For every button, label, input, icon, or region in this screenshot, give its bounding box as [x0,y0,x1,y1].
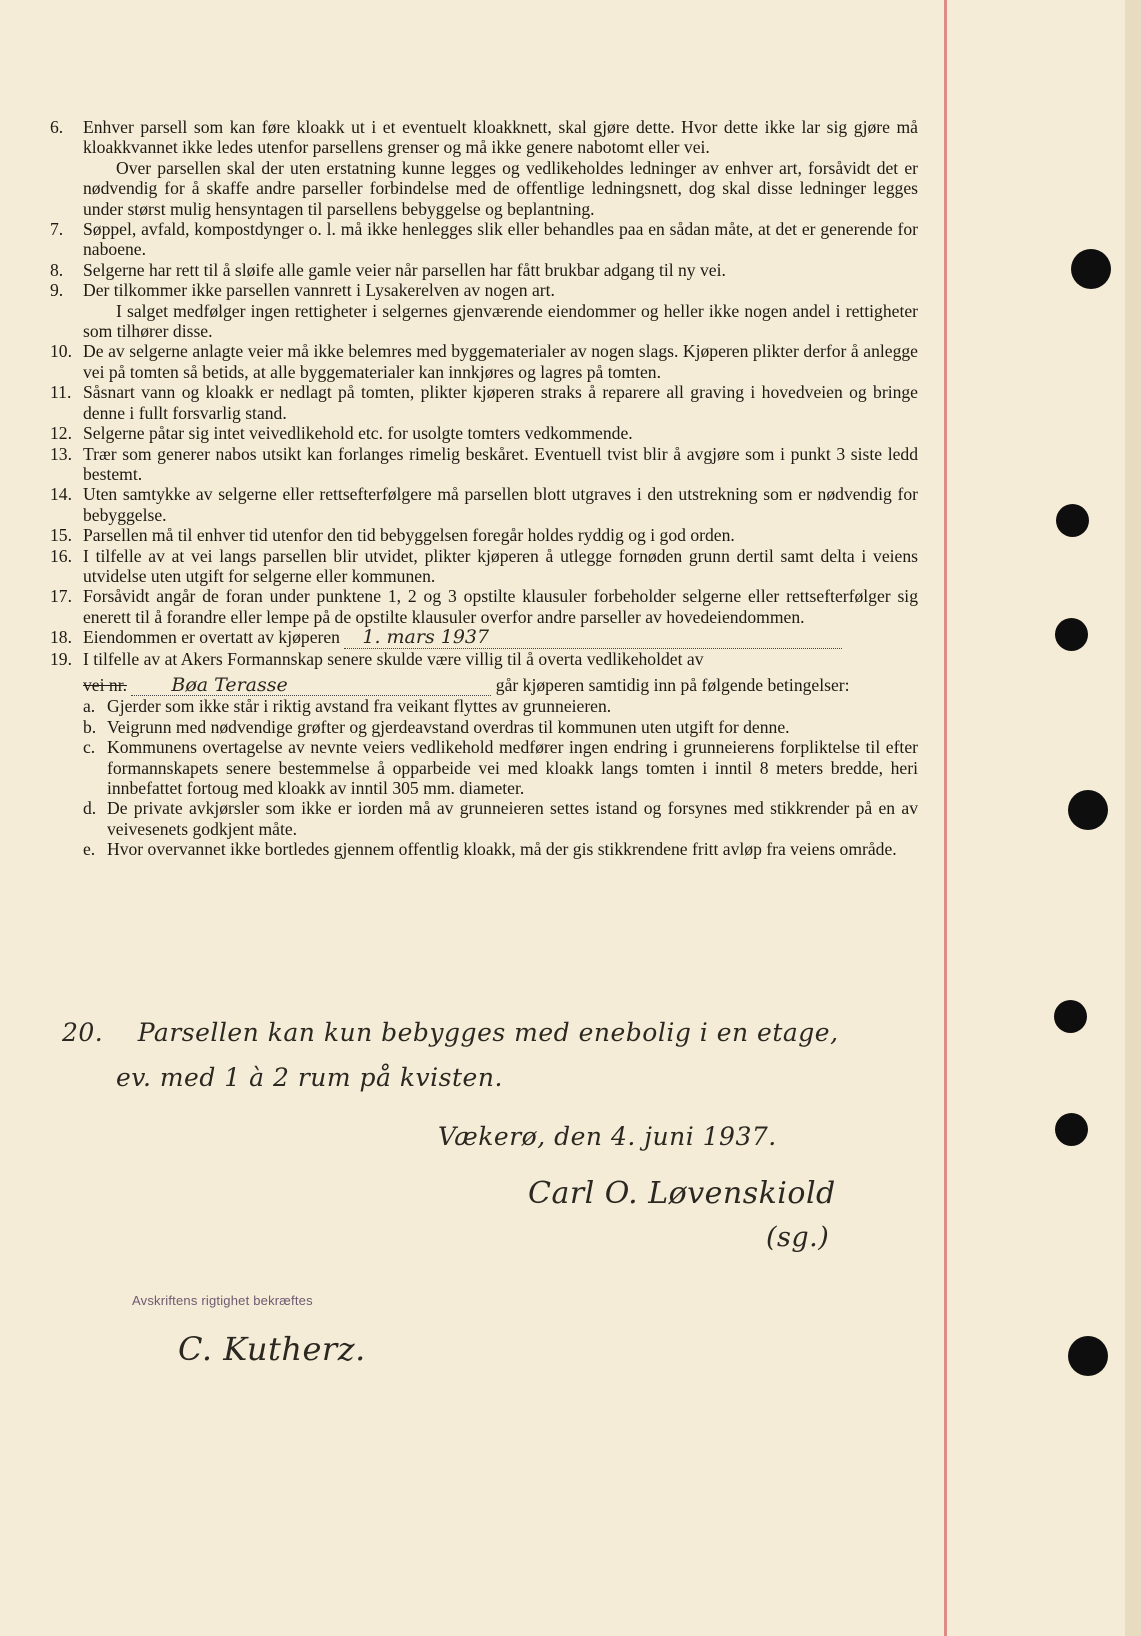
clause-number: 16. [50,545,72,566]
clause-number: 8. [50,259,64,280]
clause [50,546,918,587]
condition-text: Hvor overvannet ikke bortledes gjennem offentlig kloakk, må der gis stikkrendene fritt avløp fra veiens område. [107,839,897,860]
condition-item [50,717,918,737]
clause [50,586,918,627]
condition-text: De private avkjørsler som ikke er iorden må av grunneieren settes istand og forsynes med stikkrender på en av veivesenets godkjent måte. [107,798,918,839]
clause-18 [50,627,918,648]
clause-list [50,117,918,627]
clause-19 [50,649,918,669]
clause [50,260,918,280]
clause-text: Eiendommen er overtatt av kjøperen [83,627,340,648]
condition-text: Veigrunn med nødvendige grøfter og gjerdeavstand overdras til kommunen uten utgift for denne. [107,716,790,737]
condition-letter: c. [83,737,96,758]
certification-stamp: Avskriftens rigtighet bekræftes [132,1293,313,1308]
certifier-signature: C. Kutherz. [178,1330,366,1368]
handwritten-text: ev. med 1 à 2 rum på kvisten. [116,1063,503,1092]
clause-number: 7. [50,219,64,240]
punch-hole-icon [1056,504,1089,537]
clause-text: Uten samtykke av selgerne eller rettsefterfølgere må parsellen blott utgraves i den utstrekning som er nødvendig for bebyggelse. [83,484,918,525]
condition-item [50,696,918,716]
condition-item [50,839,918,859]
clause-text: I tilfelle av at Akers Formannskap senere skulde være villig til å overta vedlikeholdet av [83,648,704,669]
clause [50,423,918,443]
condition-text: Gjerder som ikke står i riktig avstand fra veikant flyttes av grunneieren. [107,696,612,717]
clause-text: Forsåvidt angår de foran under punktene 1, 2 og 3 opstilte klausuler forbeholder selgerne eller rettsefterfølger sig enerett til å forandre eller lempe på de opstilte klausuler overfor andre parseller av hovedeiendommen. [83,586,918,627]
condition-letter: e. [83,839,96,860]
clause-number: 20. [62,1018,104,1047]
punch-hole-icon [1055,618,1088,651]
condition-text: Kommunens overtagelse av nevnte veiers vedlikehold medfører ingen endring i grunneierens forpliktelse til efter formannskapets senere bestemmelse å opparbeide vei med kloakk langs tomten i inntil 8 meters bredde, heri innbefattet fortoug med kloakk av inntil 305 mm. diameter. [107,737,918,798]
clause-number: 14. [50,484,72,505]
clause-number: 18. [50,627,72,648]
clause-number: 9. [50,280,64,301]
road-name-field: Bøa Terasse [131,675,491,696]
clause-text: I tilfelle av at vei langs parsellen blir utvidet, plikter kjøperen å utlegge fornøden grunn dertil samt delta i veiens utvidelse uten utgift for selgerne eller kommunen. [83,545,918,586]
punch-hole-icon [1068,1336,1108,1376]
clause-number: 11. [50,382,72,403]
clause-number: 15. [50,525,72,546]
punch-hole-icon [1071,249,1111,289]
clause-19-road-line [50,675,918,696]
clause [50,382,918,423]
clause-text: Der tilkommer ikke parsellen vannrett i Lysakerelven av nogen art. [83,280,555,301]
clause-number: 19. [50,648,72,669]
punch-hole-icon [1055,1113,1088,1146]
clause [50,484,918,525]
clause-text: Selgerne påtar sig intet veivedlikehold etc. for usolgte tomters vedkommende. [83,423,633,444]
clause [50,219,918,260]
condition-letter: d. [83,798,97,819]
clause-number: 17. [50,586,72,607]
handwritten-text: Parsellen kan kun bebygges med enebolig i en etage, [137,1018,839,1047]
clause [50,117,918,158]
clause-number: 12. [50,423,72,444]
clause-text: Enhver parsell som kan føre kloakk ut i et eventuelt kloakknett, skal gjøre dette. Hvor dette ikke lar sig gjøre må kloakkvannet ikke ledes utenfor parsellens grenser og må ikke genere nabotomt eller vei. [83,117,918,158]
clause-number: 13. [50,443,72,464]
clause-text: Såsnart vann og kloakk er nedlagt på tomten, plikter kjøperen straks å reparere all graving i hovedveien og bringe denne i fullt forsvarlig stand. [83,382,918,423]
clause [50,444,918,485]
typed-clauses [50,117,918,860]
place-date: Vækerø, den 4. juni 1937. [438,1122,777,1151]
clause-text: Trær som generer nabos utsikt kan forlanges rimelig beskåret. Eventuell tvist blir å avgjøre som i punkt 3 siste ledd bestemt. [83,443,918,484]
clause-text: går kjøperen samtidig inn på følgende betingelser: [495,674,850,695]
clause-text: De av selgerne anlagte veier må ikke belemres med byggematerialer av nogen slags. Kjøperen plikter derfor å anlegge vei på tomten så betids, at alle byggematerialer kan innkjøres og lagres på tomten. [83,341,918,382]
signature-note: (sg.) [766,1222,830,1253]
clause-number: 6. [50,117,64,137]
clause-text: Parsellen må til enhver tid utenfor den tid bebyggelsen foregår holdes ryddig og i god orden. [83,525,735,546]
handwritten-clause-20 [62,1018,839,1047]
condition-item [50,798,918,839]
clause [50,280,918,300]
clause-text: Søppel, avfald, kompostdynger o. l. må ikke henlegges slik eller behandles paa en sådan måte, at det er generende for naboene. [83,219,918,260]
clause-number: 10. [50,341,72,362]
clause [50,341,918,382]
condition-letter: a. [83,696,96,717]
condition-item [50,737,918,798]
condition-list [50,696,918,859]
punch-hole-icon [1054,1000,1087,1033]
punch-hole-icon [1068,790,1108,830]
takeover-date-field: 1. mars 1937 [344,627,842,648]
clause [50,525,918,545]
clause-paragraph: I salget medfølger ingen rettigheter i selgernes gjenværende eiendommer og heller ikke nogen andel i rettigheter som tilhører disse. [83,300,918,342]
clause-paragraph: Over parsellen skal der uten erstatning kunne legges og vedlikeholdes ledninger av enhver art, forsåvidt det er nødvendig for å skaffe andre parseller forbindelse med de offentlige ledningsnett, dog skal disse ledninger legges under størst mulig hensyntagen til parsellens bebyggelse og beplantning. [83,157,918,219]
clause-text: Selgerne har rett til å sløife alle gamle veier når parsellen har fått brukbar adgang til ny vei. [83,259,726,280]
struck-text: vei nr. [83,674,127,695]
condition-letter: b. [83,716,97,737]
margin-rule [944,0,947,1636]
signature: Carl O. Løvenskiold [528,1176,836,1211]
binding-edge [1125,0,1141,1636]
